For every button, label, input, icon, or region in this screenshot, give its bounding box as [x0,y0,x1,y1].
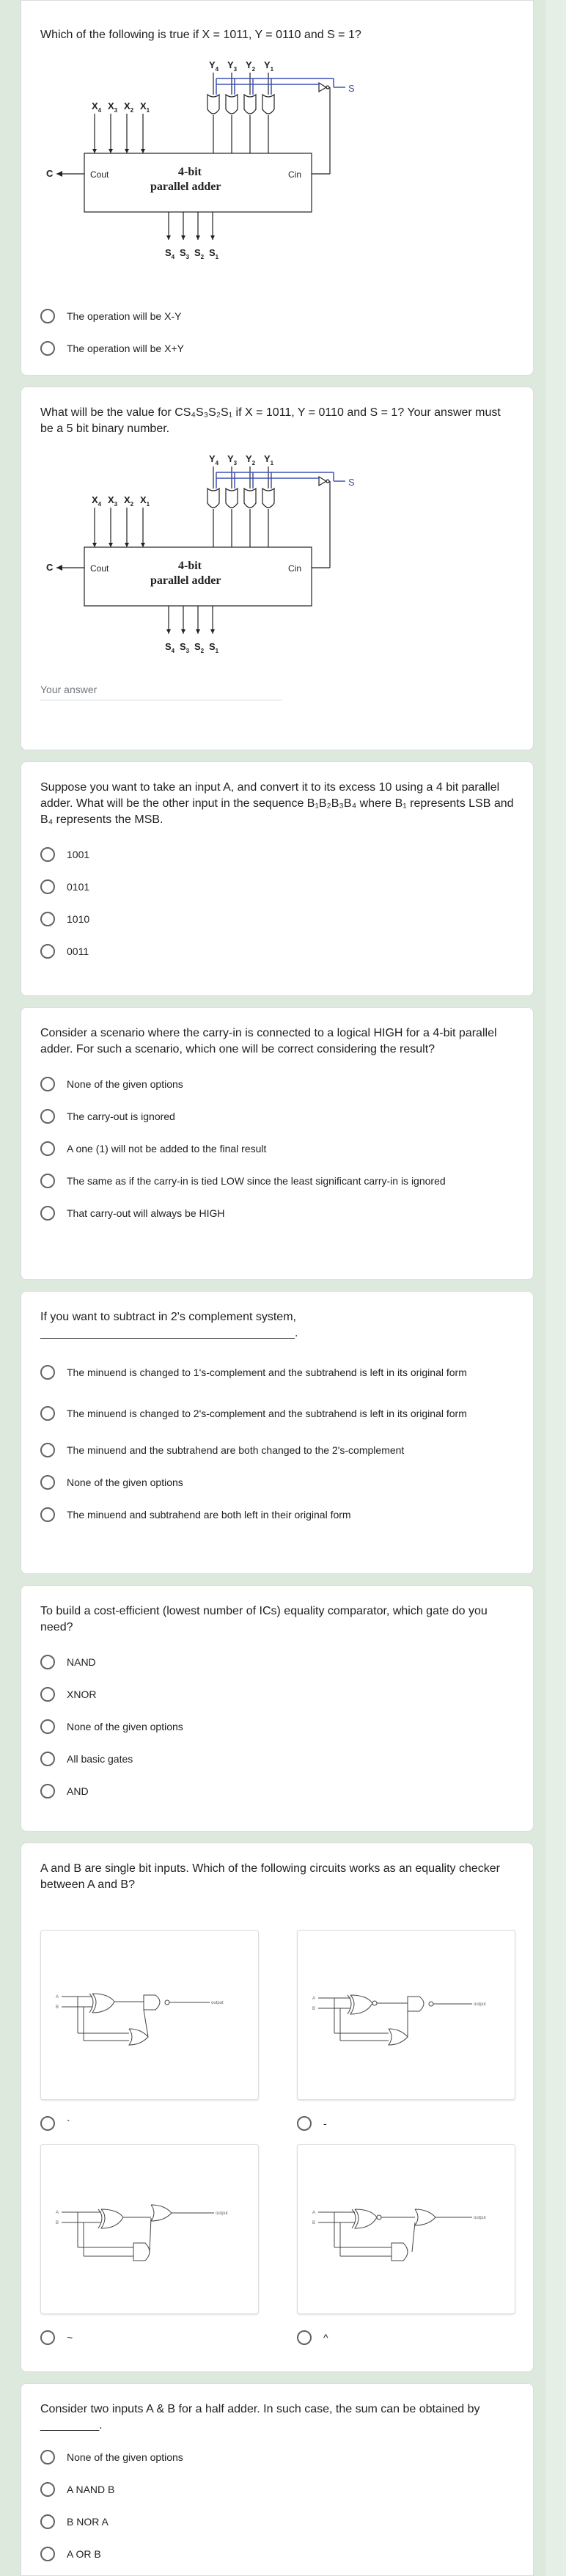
radio-button[interactable] [40,1174,55,1188]
radio-button[interactable] [40,879,55,894]
radio-button[interactable] [40,2547,55,2561]
question-card-8 [21,2383,534,2576]
radio-button[interactable] [40,1719,55,1734]
option-label: ` [67,2118,70,2129]
y2-label: $Y_2$ [246,59,256,73]
cin-label: Cin [288,169,302,180]
question-text: What will be the value for CS₄S₃S₂S₁ if X = 1011, Y = 0110 and S = 1? Your answer must be a 5 bit binary number. [40,406,504,435]
circuit-image-2 [297,1930,515,2100]
svg-text:A: A [56,2211,59,2215]
option-row[interactable] [40,2506,514,2538]
svg-text:X4: $X_4$ [92,494,102,508]
option-label: None of the given options [67,1078,183,1090]
radio-button[interactable] [40,341,55,356]
option-label: None of the given options [67,1477,183,1488]
option-row[interactable] [40,935,514,967]
svg-text:S1: $S_1$ [209,641,219,654]
question-text: Consider a scenario where the carry-in is connected to a logical HIGH for a 4-bit parallel adder. For such a scenario, which one will be correct considering the result? [40,1027,500,1055]
radio-button[interactable] [40,2450,55,2465]
option-label: That carry-out will always be HIGH [67,1207,225,1219]
question-card-2 [21,387,534,750]
svg-text:Cout: Cout [90,563,109,574]
svg-text:4-bit: 4-bit [178,560,202,572]
option-label: AND [67,1785,89,1797]
svg-text:Y3: $Y_3$ [227,453,238,466]
option-label: None of the given options [67,2451,183,2463]
option-label: A OR B [67,2548,101,2560]
svg-text:X1: $X_1$ [140,494,150,508]
option-label: A NAND B [67,2484,115,2495]
question-card-6 [21,1585,534,1832]
option-row[interactable] [40,1165,514,1197]
adder-title-2: parallel adder [150,180,221,193]
x1-label: $X_1$ [140,100,150,114]
svg-text:Y1: $Y_1$ [264,453,274,466]
option-label: 0011 [67,945,89,957]
radio-button[interactable] [40,309,55,323]
option-row[interactable] [40,1499,514,1531]
svg-text:C: C [46,562,54,573]
svg-text:output: output [474,2216,486,2220]
option-row[interactable] [40,1678,514,1710]
svg-text:B: B [56,2005,59,2010]
option-row[interactable] [40,1133,514,1165]
x3-label: $X_3$ [108,100,118,114]
circuit-image-4 [297,2144,515,2314]
radio-button[interactable] [40,1077,55,1091]
option-label: The minuend is changed to 2's-complement and the subtrahend is left in its original form [67,1408,467,1419]
radio-button[interactable] [297,2330,312,2345]
adder-title-1: 4-bit [178,166,202,178]
radio-button[interactable] [40,2514,55,2529]
option-label: 1001 [67,849,90,860]
question-card-5 [21,1291,534,1574]
y3-label: $Y_3$ [227,59,238,73]
radio-button[interactable] [40,2482,55,2497]
svg-text:Y2: $Y_2$ [246,453,256,466]
s4-label: $S_4$ [165,247,175,260]
radio-button[interactable] [40,1141,55,1156]
x2-label: $X_2$ [124,100,134,114]
circuit-image-3 [40,2144,259,2314]
cout-label: Cout [90,169,109,180]
option-row[interactable] [40,1743,514,1775]
option-row[interactable] [40,1710,514,1743]
radio-button[interactable] [40,847,55,862]
option-row[interactable] [40,1775,514,1807]
s3-label: $S_3$ [180,247,190,260]
radio-button[interactable] [40,1507,55,1522]
image-option-row[interactable] [297,2116,327,2131]
option-label: XNOR [67,1688,97,1700]
option-row[interactable] [40,1434,514,1466]
option-row[interactable] [40,1393,514,1434]
page-side-strip [545,0,566,2576]
question-text: A and B are single bit inputs. Which of the following circuits works as an equality checker between A and B? [40,1862,504,1891]
option-row[interactable] [40,1068,514,1100]
radio-button[interactable] [40,1752,55,1766]
radio-button[interactable] [40,912,55,926]
option-row[interactable] [40,2538,514,2570]
option-row[interactable] [40,903,514,935]
question-card-3 [21,761,534,996]
svg-text:parallel adder: parallel adder [150,574,221,587]
option-row[interactable] [40,1100,514,1133]
x4-label: $X_4$ [92,100,102,114]
radio-button[interactable] [40,1443,55,1457]
option-label: The carry-out is ignored [67,1110,175,1122]
option-row[interactable] [40,2441,514,2473]
option-label: B NOR A [67,2516,109,2528]
option-label: The same as if the carry-in is tied LOW since the least significant carry-in is ignored [67,1175,446,1187]
option-label: The minuend is changed to 1's-complement and the subtrahend is left in its original form [67,1366,467,1378]
option-label: - [323,2118,327,2129]
option-row[interactable] [40,300,514,332]
svg-text:S: S [348,477,355,488]
radio-button[interactable] [40,1655,55,1669]
option-label: All basic gates [67,1753,133,1765]
svg-text:X2: $X_2$ [124,494,134,508]
radio-button[interactable] [40,1406,55,1421]
question-text: Which of the following is true if X = 1011, Y = 0110 and S = 1? [40,29,361,41]
option-row[interactable] [40,332,514,365]
svg-text:A: A [312,1997,316,2001]
svg-text:B: B [56,2221,59,2225]
option-row[interactable] [40,838,514,871]
option-row[interactable] [40,2473,514,2506]
radio-button[interactable] [40,1784,55,1799]
svg-text:Y4: $Y_4$ [209,453,219,466]
radio-button[interactable] [40,944,55,959]
option-label: The operation will be X+Y [67,343,184,354]
svg-text:output: output [211,2001,224,2005]
option-row[interactable] [40,1197,514,1229]
radio-button[interactable] [40,1206,55,1221]
option-label: ^ [323,2332,328,2343]
option-label: None of the given options [67,1721,183,1732]
y1-label: $Y_1$ [264,59,274,73]
s2-label: $S_2$ [194,247,205,260]
question-text: If you want to subtract in 2's complement system, _______________________________________. [40,1311,300,1339]
svg-text:S2: $S_2$ [194,641,205,654]
circuit-image-1 [40,1930,259,2100]
svg-text:A: A [56,1995,59,1999]
radio-button[interactable] [40,1365,55,1380]
question-text: Consider two inputs A & B for a half adder. In such case, the sum can be obtained by _________. [40,2403,483,2432]
adder-diagram [40,444,363,672]
question-card-7 [21,1843,534,2372]
s1-label: $S_1$ [209,247,219,260]
svg-text:S3: $S_3$ [180,641,190,654]
option-label: 1010 [67,913,90,925]
radio-button[interactable] [40,1687,55,1702]
svg-text:A: A [312,2211,316,2215]
option-label: The minuend and subtrahend are both left in their original form [67,1509,351,1521]
radio-button[interactable] [40,1475,55,1490]
c-label: C [46,168,54,179]
radio-button[interactable] [40,1109,55,1124]
svg-text:Cin: Cin [288,563,302,574]
option-label: The minuend and the subtrahend are both changed to the 2's-complement [67,1444,405,1456]
question-text: Suppose you want to take an input A, and convert it to its excess 10 using a 4 bit parallel adder. What will be the other input in the sequence B₁B₂B₃B₄ where B₁ represents LSB and B₄ represents the MSB. [40,781,517,826]
radio-button[interactable] [40,2116,55,2131]
answer-input[interactable] [40,679,282,700]
radio-button[interactable] [40,2330,55,2345]
question-card-1 [21,0,534,376]
option-row[interactable] [40,1646,514,1678]
option-row[interactable] [40,871,514,903]
svg-text:output: output [474,2002,486,2007]
option-row[interactable] [40,1352,514,1393]
image-option-row[interactable] [40,2116,70,2131]
y4-label: $Y_4$ [209,59,219,73]
option-label: ~ [67,2332,73,2343]
option-row[interactable] [40,1466,514,1499]
question-text: To build a cost-efficient (lowest number of ICs) equality comparator, which gate do you need? [40,1605,491,1633]
option-label: A one (1) will not be added to the final result [67,1143,267,1155]
svg-text:B: B [312,2221,316,2225]
image-option-row[interactable] [40,2330,73,2345]
image-option-row[interactable] [297,2330,328,2345]
option-label: 0101 [67,881,90,893]
option-label: The operation will be X-Y [67,310,182,322]
adder-diagram [40,51,363,293]
svg-text:B: B [312,2007,316,2011]
radio-button[interactable] [297,2116,312,2131]
svg-text:S4: $S_4$ [165,641,175,654]
s-label: S [348,83,355,94]
svg-text:X3: $X_3$ [108,494,118,508]
question-card-4 [21,1007,534,1280]
option-label: NAND [67,1656,96,1668]
svg-text:output: output [216,2211,228,2216]
